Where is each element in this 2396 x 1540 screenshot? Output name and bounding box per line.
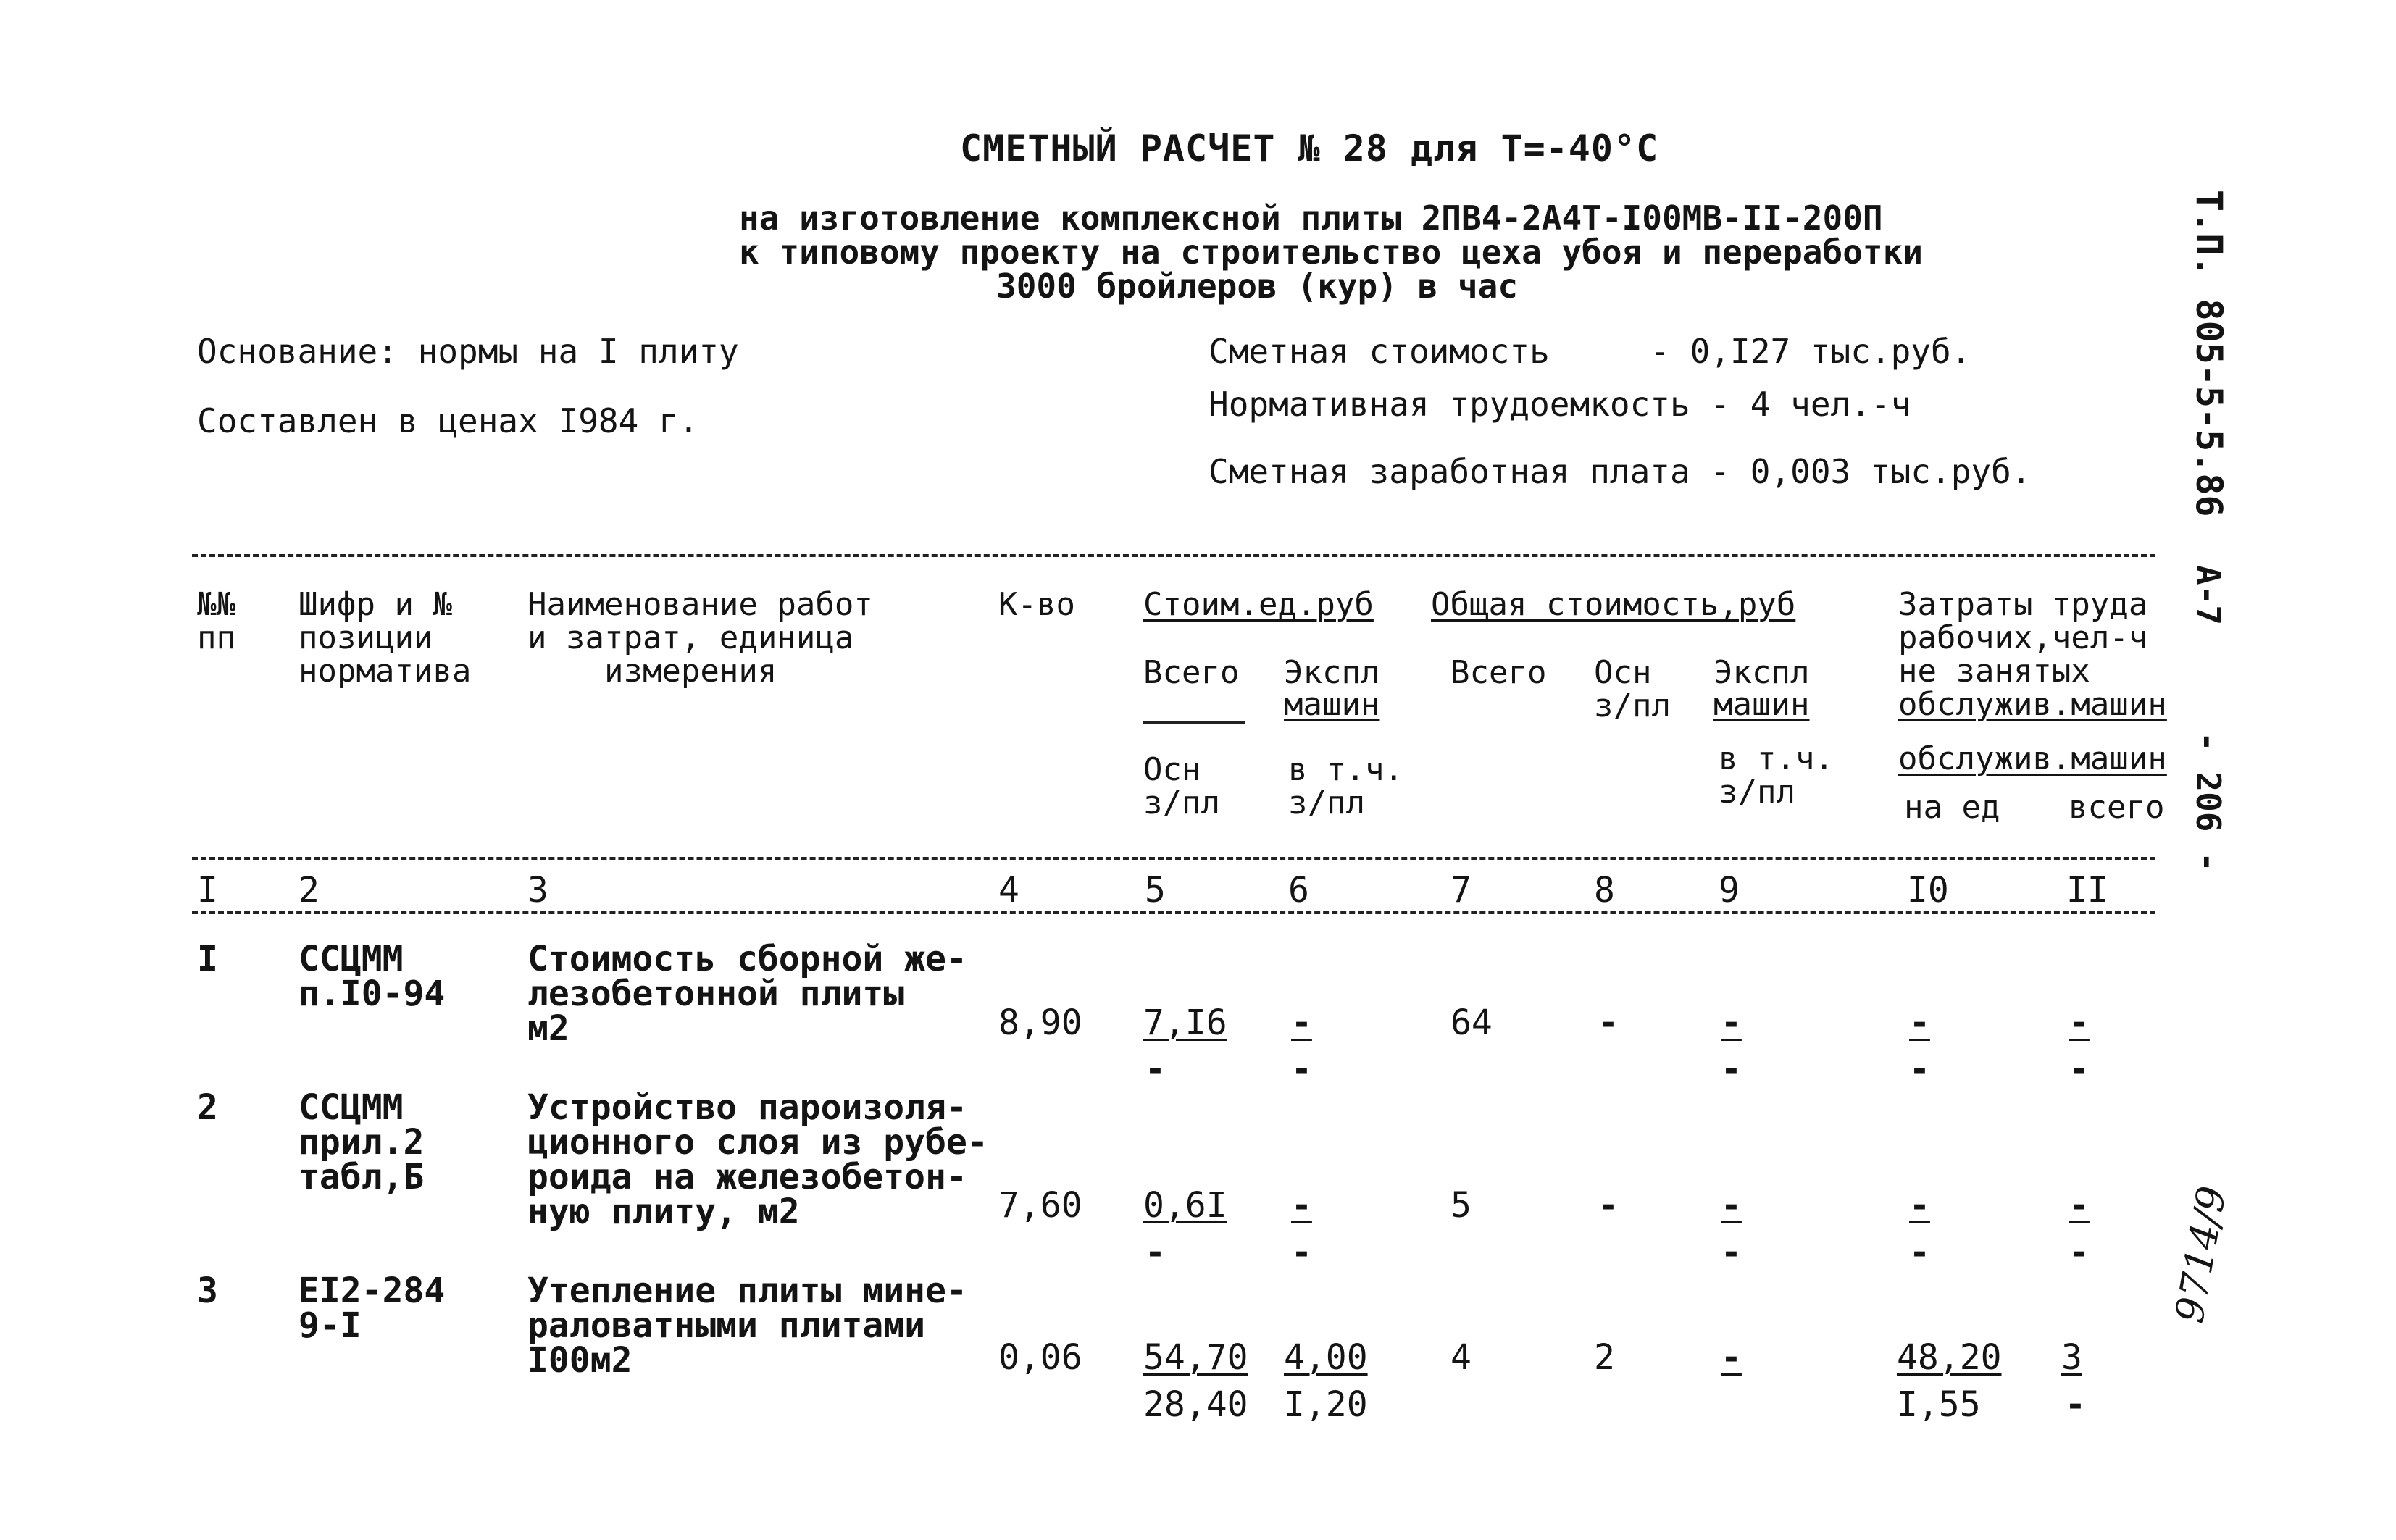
col-num-9: 9 [1719, 870, 1740, 911]
header-unit-cost: Стоим.ед.руб [1143, 586, 1374, 623]
handwritten-signature: 9714/9 [2166, 1182, 2236, 1326]
estimated-wage: Сметная заработная плата - 0,003 тыс.руб. [1209, 452, 2032, 491]
row-total: 4 [1450, 1337, 1472, 1378]
row-unit-machines: - [1291, 1003, 1312, 1043]
row-unit-base-wage: 28,40 [1143, 1384, 1248, 1425]
row-name: Стоимость сборной же- лезобетонной плиты м2 [527, 939, 967, 1049]
row-labor-unit: 48,20 [1897, 1337, 2002, 1378]
header-total-incl-wage: в т.ч. з/пл [1719, 740, 1834, 811]
header-labor-machines: обслужив.машин [1898, 686, 2167, 723]
header-unit-machines-2: машин [1284, 686, 1380, 723]
row-labor-total: - [2069, 1185, 2090, 1226]
header-total-machines: Экспл [1713, 654, 1810, 691]
header-num: №№ пп [197, 586, 235, 656]
row-labor-total: - [2069, 1003, 2090, 1043]
prices-year-text: Составлен в ценах I984 г. [197, 401, 699, 440]
unit-total-divider [1143, 721, 1245, 724]
header-unit-total: Всего [1143, 654, 1240, 691]
row-num: I [197, 939, 218, 979]
header-total-base-wage: Осн з/пл [1594, 654, 1671, 724]
row-labor-unit-sub: - [1909, 1232, 1930, 1273]
row-unit-incl-wage: - [1291, 1232, 1312, 1273]
album-number: А-7 [2189, 565, 2228, 626]
row-num: 3 [197, 1271, 218, 1311]
table-top-border [192, 554, 2155, 557]
col-num-4: 4 [998, 870, 1019, 911]
basis-text: Основание: нормы на I плиту [197, 332, 739, 371]
header-labor-per-unit: на ед [1904, 789, 2000, 826]
header-total-machines-2: машин [1713, 686, 1810, 723]
col-num-5: 5 [1145, 870, 1166, 911]
row-total-machines: - [1721, 1337, 1742, 1378]
row-qty: 7,60 [998, 1185, 1082, 1226]
row-total-machines: - [1721, 1185, 1742, 1226]
subtitle-line-3: 3000 бройлеров (кур) в час [996, 267, 1519, 306]
col-num-10: I0 [1907, 870, 1949, 911]
row-unit-base-wage: - [1145, 1049, 1166, 1089]
row-qty: 0,06 [998, 1337, 1082, 1378]
row-qty: 8,90 [998, 1003, 1082, 1043]
col-num-2: 2 [299, 870, 320, 911]
row-total-incl-wage: - [1721, 1232, 1742, 1273]
row-unit-incl-wage: I,20 [1284, 1384, 1368, 1425]
row-labor-unit-sub: I,55 [1897, 1384, 1981, 1425]
header-total-total: Всего [1450, 654, 1547, 691]
row-labor-total-sub: - [2069, 1232, 2090, 1273]
row-total-incl-wage: - [1721, 1049, 1742, 1089]
document-code: Т.П. 805-5-5.86 [2188, 190, 2230, 517]
row-labor-unit: - [1909, 1003, 1930, 1043]
row-labor-unit-sub: - [1909, 1049, 1930, 1089]
header-unit-machines: Экспл [1284, 654, 1380, 691]
col-num-7: 7 [1450, 870, 1472, 911]
row-unit-machines: 4,00 [1284, 1337, 1368, 1378]
row-name: Устройство пароизоля- ционного слоя из рубе- роида на железобетон- ную плиту, м2 [527, 1087, 988, 1232]
header-unit-incl-wage: в т.ч. з/пл [1288, 751, 1403, 821]
page-number: - 206 - [2189, 732, 2228, 872]
row-unit-total: 0,6I [1143, 1185, 1227, 1226]
row-unit-machines: - [1291, 1185, 1312, 1226]
row-labor-unit: - [1909, 1185, 1930, 1226]
row-code: ЕI2-284 9-I [299, 1271, 446, 1346]
row-labor-total-sub: - [2065, 1384, 2086, 1425]
row-labor-total-sub: - [2069, 1049, 2090, 1089]
document-title: СМЕТНЫЙ РАСЧЕТ № 28 для Т=-40°С [960, 127, 1659, 170]
estimated-cost: Сметная стоимость - 0,I27 тыс.руб. [1209, 332, 1971, 371]
column-numbers-border [192, 911, 2155, 914]
col-num-3: 3 [527, 870, 548, 911]
row-total: 5 [1450, 1185, 1472, 1226]
header-code: Шифр и № позиции норматива [299, 586, 472, 690]
row-unit-base-wage: - [1145, 1232, 1166, 1273]
row-name: Утепление плиты мине- раловатными плитами I00м2 [527, 1271, 967, 1381]
row-unit-total: 7,I6 [1143, 1003, 1227, 1043]
header-total-cost: Общая стоимость,руб [1431, 586, 1796, 623]
row-total-base-wage: - [1598, 1003, 1619, 1043]
row-labor-total: 3 [2061, 1337, 2082, 1378]
header-unit-base-wage: Осн з/пл [1143, 751, 1220, 821]
header-labor-machines-2: обслужив.машин [1898, 740, 2167, 777]
col-num-6: 6 [1288, 870, 1309, 911]
row-total-machines: - [1721, 1003, 1742, 1043]
row-total-base-wage: - [1598, 1185, 1619, 1226]
header-qty: К-во [998, 586, 1075, 623]
row-total: 64 [1450, 1003, 1493, 1043]
row-code: ССЦММ п.I0-94 [299, 939, 446, 1014]
col-num-1: I [197, 870, 218, 911]
row-total-base-wage: 2 [1594, 1337, 1615, 1378]
col-num-11: II [2066, 870, 2108, 911]
header-bottom-border [192, 857, 2155, 860]
normative-labor: Нормативная трудоемкость - 4 чел.-ч [1209, 385, 1911, 424]
row-num: 2 [197, 1087, 218, 1128]
row-unit-total: 54,70 [1143, 1337, 1248, 1378]
header-labor-total: всего [2069, 789, 2165, 826]
row-code: ССЦММ прил.2 табл,Б [299, 1087, 425, 1197]
subtitle-line-2: к типовому проекту на строительство цеха убоя и переработки [739, 233, 1923, 272]
row-unit-incl-wage: - [1291, 1049, 1312, 1089]
header-name: Наименование работ и затрат, единица измерения [527, 586, 873, 690]
subtitle-line-1: на изготовление комплексной плиты 2ПВ4-2А4Т-I00МВ-II-200П [739, 198, 1883, 238]
header-labor: Затраты труда рабочих,чел-ч не занятых [1898, 586, 2148, 690]
col-num-8: 8 [1594, 870, 1615, 911]
